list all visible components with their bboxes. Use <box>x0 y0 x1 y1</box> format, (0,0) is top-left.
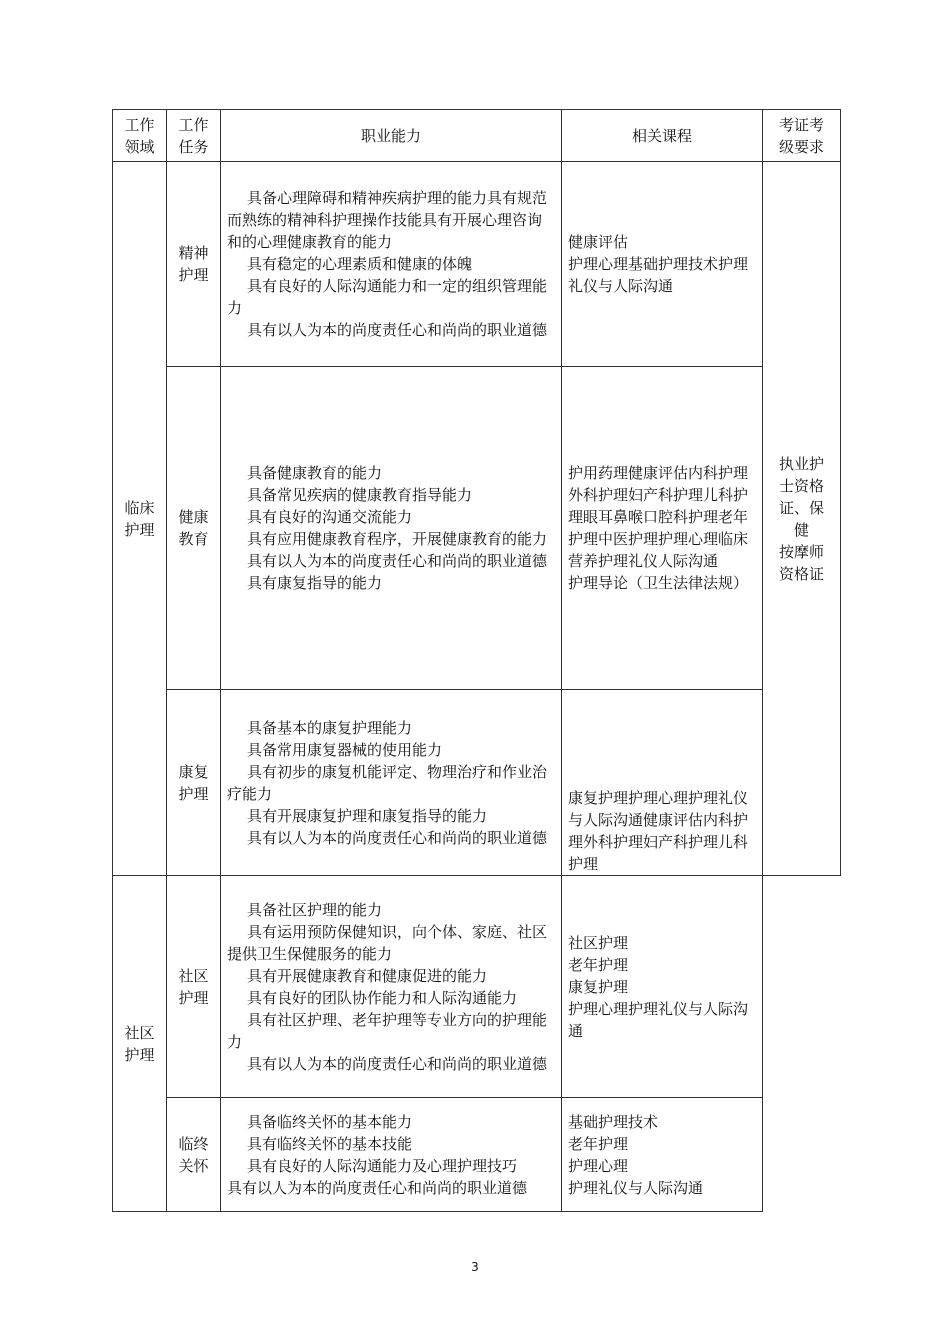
ability-cell: 具备心理障碍和精神疾病护理的能力具有规范而熟练的精神科护理操作技能具有开展心理咨询和的心理健康教育的能力 具有稳定的心理素质和健康的体魄 具有良好的人际沟通能力和一定的组织管理能力 具有以人为本的尚度责任心和尚尚的职业道德 <box>221 162 562 367</box>
header-course: 相关课程 <box>562 110 763 162</box>
task-cell: 社区 护理 <box>167 876 221 1098</box>
ability-cell: 具备临终关怀的基本能力 具有临终关怀的基本技能 具有良好的人际沟通能力及心理护理技巧 具有以人为本的尚度责任心和尚尚的职业道德 <box>221 1098 562 1212</box>
header-row <box>113 110 841 162</box>
task-cell: 康复 护理 <box>167 690 221 876</box>
page-number: 3 <box>471 1260 479 1274</box>
table-row <box>113 690 841 876</box>
competency-table <box>112 109 841 1212</box>
table-row <box>113 1098 841 1212</box>
task-cell: 健康 教育 <box>167 367 221 690</box>
header-ability: 职业能力 <box>221 110 562 162</box>
header-domain: 工作 领域 <box>113 110 167 162</box>
task-cell: 临终 关怀 <box>167 1098 221 1212</box>
ability-cell: 具备健康教育的能力 具备常见疾病的健康教育指导能力 具有良好的沟通交流能力 具有应用健康教育程序，开展健康教育的能力 具有以人为本的尚度责任心和尚尚的职业道德 具有康复指导的能力 <box>221 367 562 690</box>
domain-cell-clinical: 临床 护理 <box>113 162 167 876</box>
course-cell: 社区护理 老年护理 康复护理 护理心理护理礼仪与人际沟通 <box>562 876 763 1098</box>
course-cell: 康复护理护理心理护理礼仪与人际沟通健康评估内科护理外科护理妇产科护理儿科护理 <box>562 690 763 876</box>
domain-cell-community: 社区 护理 <box>113 876 167 1212</box>
cert-cell: 执业护 士资格 证、保 健 按摩师 资格证 <box>763 162 841 876</box>
course-cell: 健康评估 护理心理基础护理技术护理礼仪与人际沟通 <box>562 162 763 367</box>
table-row <box>113 162 841 367</box>
table-row <box>113 876 841 1098</box>
course-cell: 基础护理技术 老年护理 护理心理 护理礼仪与人际沟通 <box>562 1098 763 1212</box>
header-cert: 考证考 级要求 <box>763 110 841 162</box>
table-row <box>113 367 841 690</box>
ability-cell: 具备基本的康复护理能力 具备常用康复器械的使用能力 具有初步的康复机能评定、物理治疗和作业治疗能力 具有开展康复护理和康复指导的能力 具有以人为本的尚度责任心和尚尚的职业道德 <box>221 690 562 876</box>
task-cell: 精神 护理 <box>167 162 221 367</box>
ability-cell: 具备社区护理的能力 具有运用预防保健知识，向个体、家庭、社区提供卫生保健服务的能力 具有开展健康教育和健康促进的能力 具有良好的团队协作能力和人际沟通能力 具有社区护理、老年护理等专业方向的护理能力 具有以人为本的尚度责任心和尚尚的职业道德 <box>221 876 562 1098</box>
course-cell: 护用药理健康评估内科护理外科护理妇产科护理儿科护理眼耳鼻喉口腔科护理老年护理中医护理护理心理临床营养护理礼仪人际沟通 护理导论（卫生法律法规） <box>562 367 763 690</box>
header-task: 工作 任务 <box>167 110 221 162</box>
